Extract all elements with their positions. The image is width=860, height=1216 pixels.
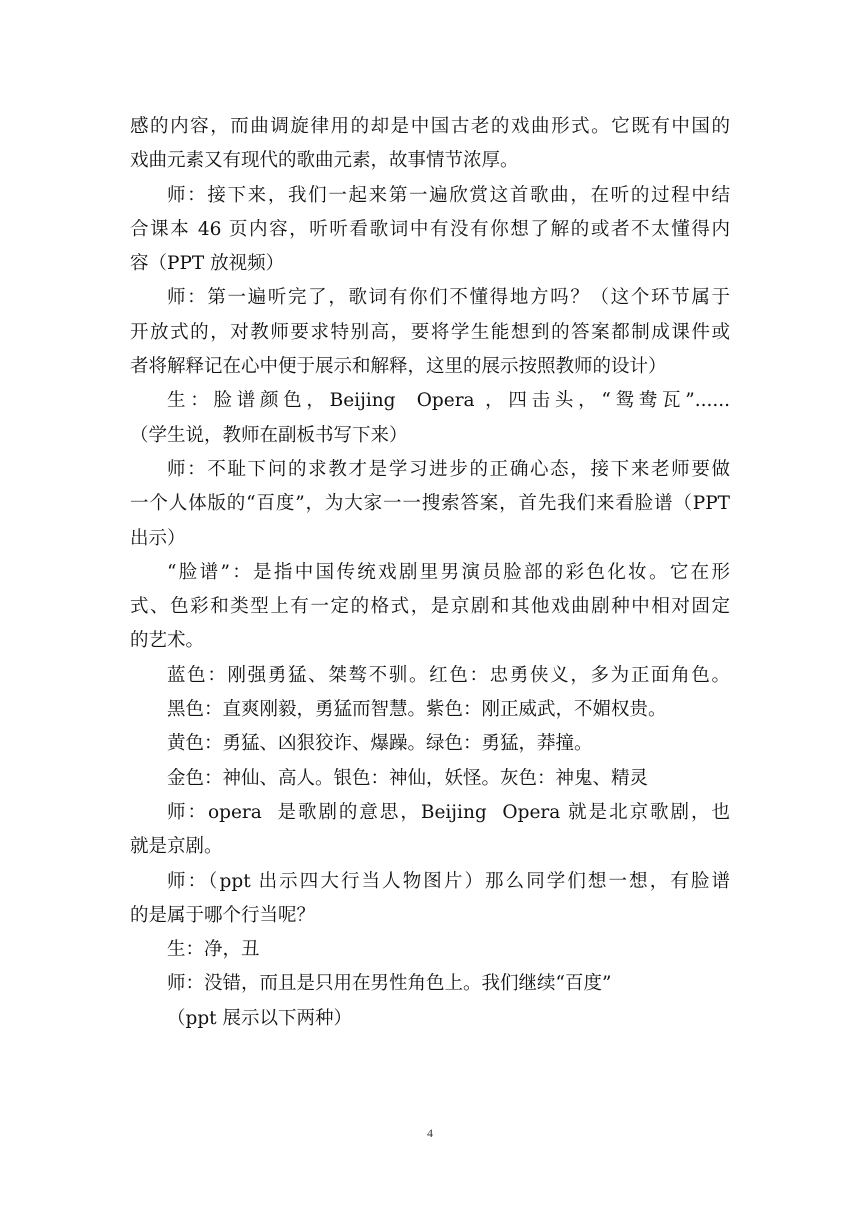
text-line: 容（PPT 放视频） xyxy=(130,253,285,275)
text-line: 蓝色：刚强勇猛、桀骜不驯。红色：忠勇侠义，多为正面角色。 xyxy=(167,664,730,686)
body-text xyxy=(130,110,730,1036)
text-line: （学生说，教师在副板书写下来） xyxy=(130,424,408,446)
text-line: 师：opera 是歌剧的意思，Beijing Opera 就是北京歌剧，也 xyxy=(167,801,730,823)
text-line: 出示） xyxy=(130,527,186,549)
text-line: 合课本 46 页内容，听听看歌词中有没有你想了解的或者不太懂得内 xyxy=(130,218,730,240)
text-line: 生：脸谱颜色，Beijing Opera ，四击头，“鸳鸯瓦”...... xyxy=(167,390,730,412)
text-line: 一个人体版的“百度”，为大家一一搜索答案，首先我们来看脸谱（PPT xyxy=(130,493,730,515)
text-line: 开放式的，对教师要求特别高，要将学生能想到的答案都制成课件或 xyxy=(130,321,730,343)
page-number: 4 xyxy=(427,1126,433,1140)
text-line: 金色：神仙、高人。银色：神仙，妖怪。灰色：神鬼、精灵 xyxy=(167,767,649,789)
text-line: 生：净，丑 xyxy=(167,939,260,961)
text-line: 师：第一遍听完了，歌词有你们不懂得地方吗？（这个环节属于 xyxy=(167,287,730,309)
text-line: 感的内容，而曲调旋律用的却是中国古老的戏曲形式。它既有中国的 xyxy=(130,116,730,137)
text-line: 师：（ppt 出示四大行当人物图片）那么同学们想一想，有脸谱 xyxy=(167,870,730,892)
text-line: 式、色彩和类型上有一定的格式，是京剧和其他戏曲剧种中相对固定 xyxy=(130,596,730,618)
text-line: 黑色：直爽刚毅，勇猛而智慧。紫色：刚正威武，不媚权贵。 xyxy=(167,699,667,721)
text-line: 者将解释记在心中便于展示和解释，这里的展示按照教师的设计） xyxy=(130,356,667,378)
text-line: 的艺术。 xyxy=(130,630,205,652)
text-line: 就是京剧。 xyxy=(130,836,223,858)
text-line: 戏曲元素又有现代的歌曲元素，故事情节浓厚。 xyxy=(130,150,519,172)
text-line: 的是属于哪个行当呢？ xyxy=(130,904,316,926)
text-line: 师：不耻下问的求教才是学习进步的正确心态，接下来老师要做 xyxy=(167,458,730,480)
text-line: 师：接下来，我们一起来第一遍欣赏这首歌曲，在听的过程中结 xyxy=(167,184,730,206)
text-line: 黄色：勇猛、凶狠狡诈、爆躁。绿色：勇猛，莽撞。 xyxy=(167,733,593,755)
text-line: （ppt 展示以下两种） xyxy=(167,1007,353,1029)
text-line: 师：没错，而且是只用在男性角色上。我们继续“百度” xyxy=(167,973,612,995)
text-line: “脸谱”：是指中国传统戏剧里男演员脸部的彩色化妆。它在形 xyxy=(167,561,730,583)
